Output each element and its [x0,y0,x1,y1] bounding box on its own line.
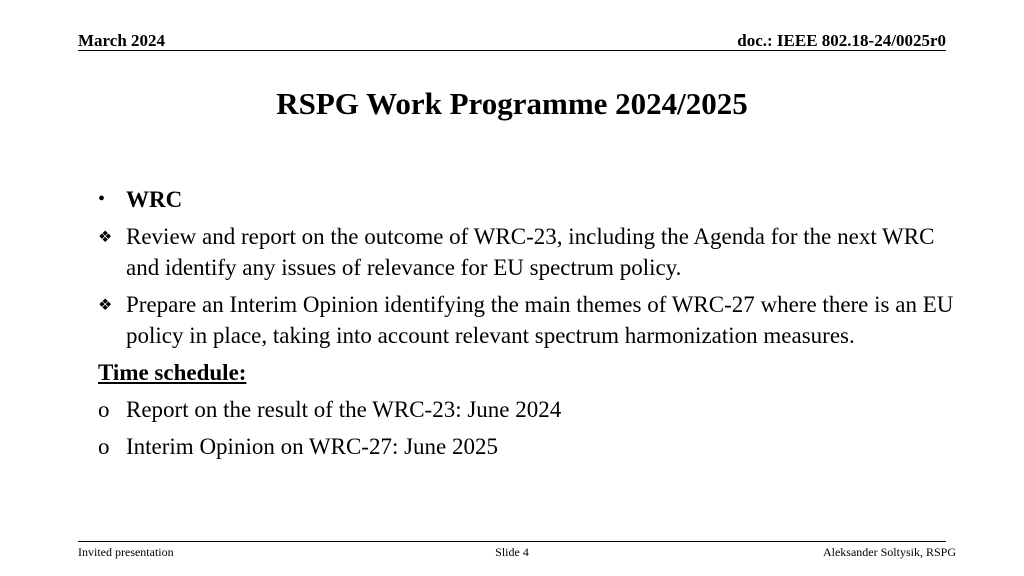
schedule-item [98,394,958,425]
slide-body [98,184,958,462]
circle-bullet-icon: o [98,434,110,459]
footer-author: Aleksander Soltysik, RSPG [822,545,956,559]
diamond-bullet-icon: ❖ [98,297,113,314]
schedule-heading: Time schedule: [98,360,247,385]
list-item [98,289,958,351]
schedule-item-text: Interim Opinion on WRC-27: June 2025 [126,434,499,459]
footer-slide-number: Slide 4 [495,545,529,559]
schedule-item [98,431,958,462]
slide-title: RSPG Work Programme 2024/2025 [276,86,748,121]
header-divider [78,50,946,51]
footer-divider [78,541,946,542]
topic-label: WRC [126,187,183,212]
bullet-dot-icon: • [98,188,106,210]
header-doc-id: doc.: IEEE 802.18-24/0025r0 [737,31,946,50]
list-item [98,221,958,283]
diamond-bullet-icon: ❖ [98,229,113,246]
list-item-text: Prepare an Interim Opinion identifying the main themes of WRC-27 where there is an EU policy in place, taking into account relevant spectrum harmonization measures. [126,292,954,348]
topic-bullet [98,184,958,215]
circle-bullet-icon: o [98,397,110,422]
footer-left: Invited presentation [78,545,174,559]
header-date: March 2024 [78,31,166,50]
list-item-text: Review and report on the outcome of WRC-23, including the Agenda for the next WRC and identify any issues of relevance for EU spectrum policy. [126,224,935,280]
schedule-item-text: Report on the result of the WRC-23: June 2024 [126,397,562,422]
